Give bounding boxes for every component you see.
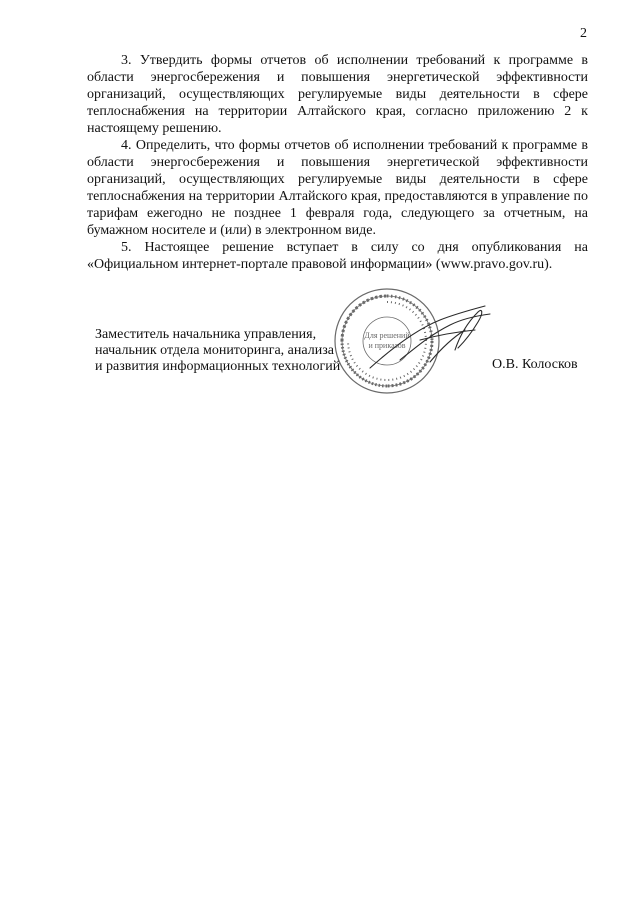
- document-body: [87, 52, 588, 273]
- paragraph-4: 4. Определить, что формы отчетов об исполнении требований к программе в области энергосбережения и повышения энергетической эффективности организаций, осуществляющих регулируемые виды деятельности в сфере теплоснабжения на территории Алтайского края, предоставляются в управление по тарифам ежегодно не позднее 1 февраля года, следующего за отчетным, на бумажном носителе и (или) в электронном виде.: [87, 138, 588, 238]
- stamp-text-line: и приказов: [368, 341, 406, 350]
- signatory-title-line: и развития информационных технологий: [95, 359, 341, 374]
- stamp-text-line: Для решений: [364, 331, 410, 340]
- signatory-title-line: начальник отдела мониторинга, анализа: [95, 343, 334, 358]
- signatory-title-line: Заместитель начальника управления,: [95, 327, 317, 342]
- signatory-title: [95, 327, 345, 375]
- paragraph-3: 3. Утвердить формы отчетов об исполнении требований к программе в области энергосбережения и повышения энергетической эффективности организаций, осуществляющих регулируемые виды деятельности в сфере теплоснабжения на территории Алтайского края, согласно приложению 2 к настоящему решению.: [87, 53, 588, 136]
- page-number: 2: [580, 26, 587, 41]
- paragraph-5: 5. Настоящее решение вступает в силу со дня опубликования на «Официальном интернет-портале правовой информации» (www.pravo.gov.ru).: [87, 240, 588, 272]
- signatory-name: О.В. Колосков: [492, 357, 578, 372]
- handwritten-signature: [360, 290, 500, 390]
